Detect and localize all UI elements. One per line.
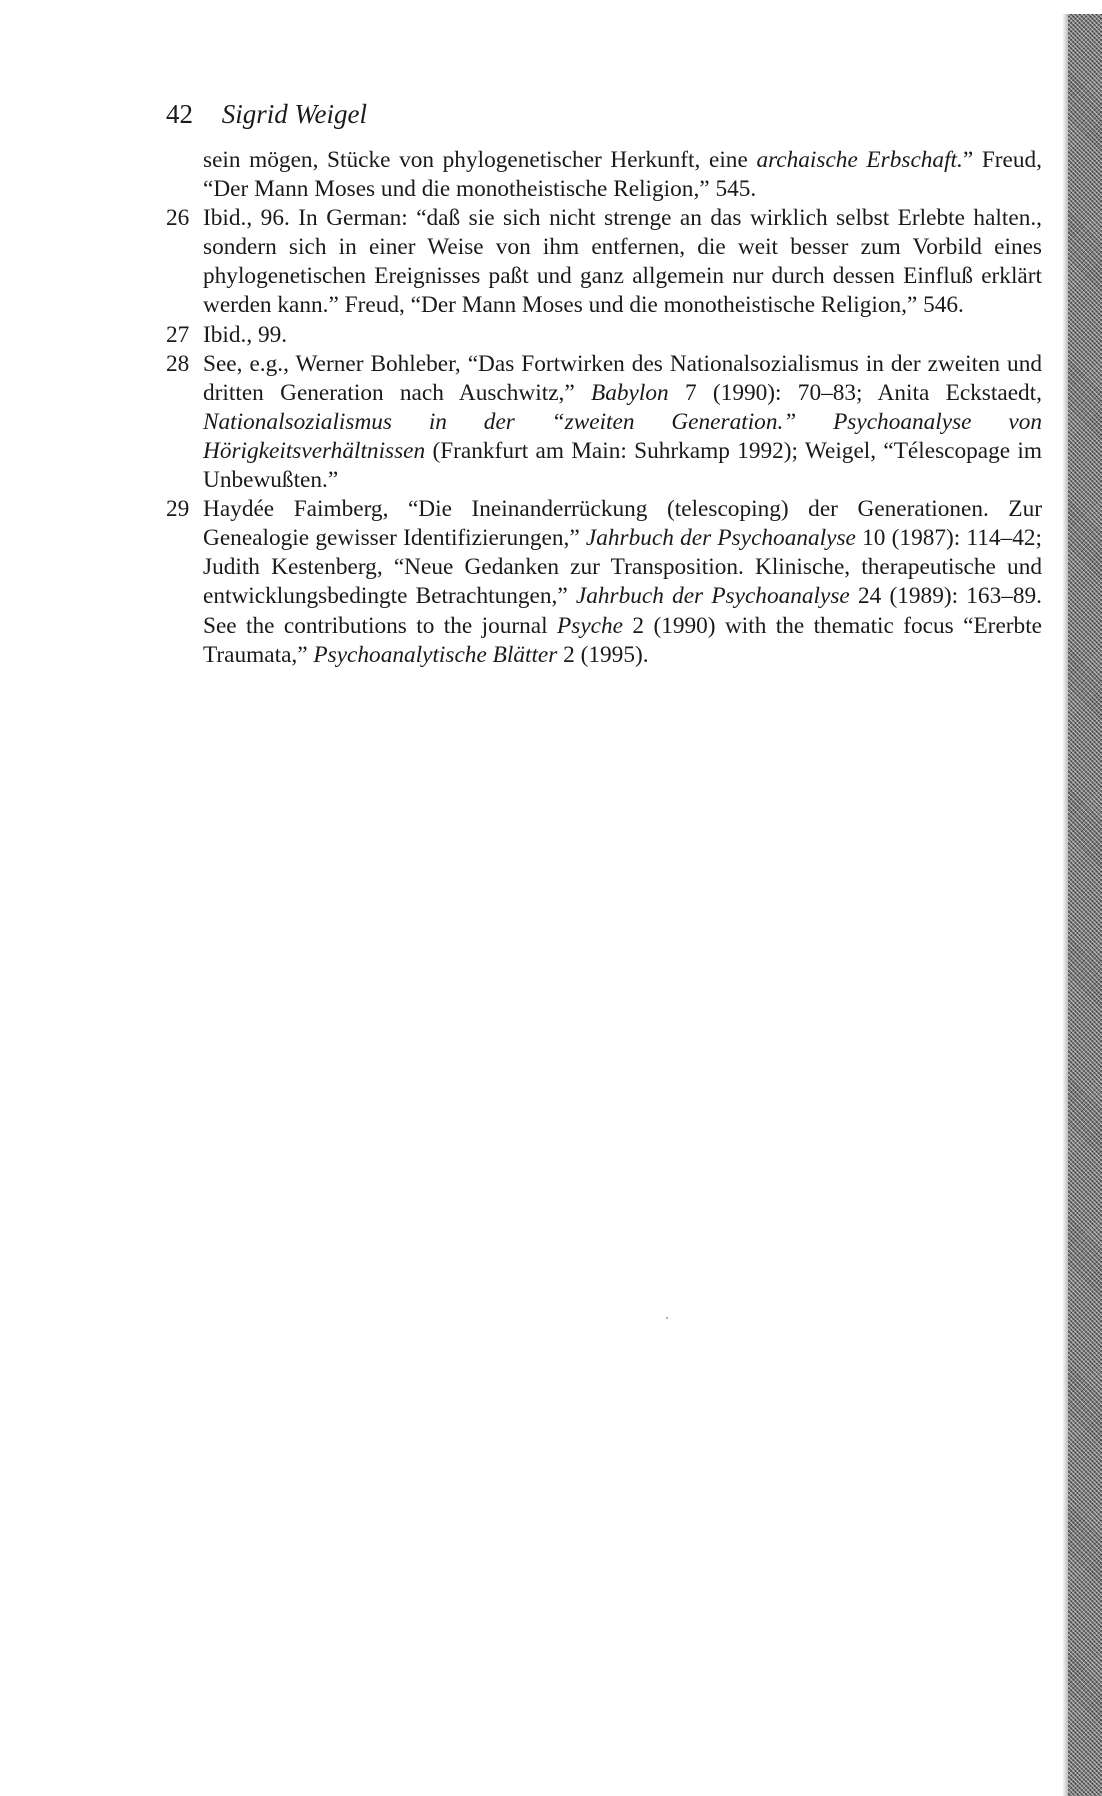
endnote-title-italic: archaische Erbschaft.: [756, 147, 963, 173]
running-header: [166, 98, 367, 130]
running-head-author: Sigrid Weigel: [221, 99, 367, 129]
endnote-text: ” Freud, “Der Mann Moses und die monotheistische Religion,” 545.: [203, 147, 1043, 203]
endnote-title-italic: Babylon: [591, 379, 669, 406]
endnote-text: 24 (1989): 163–89. See the contributions to the journal: [203, 583, 1042, 639]
endnote-text: sein mögen, Stücke von phylogenetischer Herkunft, eine: [203, 147, 757, 173]
endnote-text: (Frankfurt am Main: Suhrkamp 1992); Weigel, “Télescopage im Unbewußten.”: [203, 437, 1042, 494]
endnote-text: 10 (1987): 114–42; Judith Kestenberg, “Neue Gedanken zur Transposition. Klinische, therapeutische und entwicklungsbedingte Betrachtungen,”: [203, 525, 1042, 610]
endnote-text: 2 (1995).: [557, 641, 649, 668]
endnote-text: 2 (1990) with the thematic focus “Ererbte Traumata,”: [203, 612, 1043, 668]
endnote: [166, 321, 1042, 350]
endnote: [166, 146, 1042, 204]
endnote-text: Haydée Faimberg, “Die Ineinanderrückung (telescoping) der Generationen. Zur Genealogie gewisser Identifizierungen,”: [203, 496, 1042, 552]
endnote-title-italic: Jahrbuch der Psychoanalyse: [585, 525, 856, 552]
endnotes: [166, 146, 1042, 670]
endnote-text: Ibid., 96. In German: “daß sie sich nicht strenge an das wirklich selbst Erlebte halten., sondern sich in einer Weise von ihm entfernen, die weit besser zum Vorbild eines phylogenetischen Ereignisses paßt und ganz allgemein nur durch dessen Einfluß erklärt werden kann.” Freud, “Der Mann Moses und die monotheistische Religion,” 546.: [203, 205, 1042, 319]
endnote: [166, 350, 1042, 495]
endnote-number: 26: [166, 205, 190, 232]
endnote-number: 28: [166, 350, 190, 377]
endnote-text: See, e.g., Werner Bohleber, “Das Fortwirken des Nationalsozialismus in der zweiten und dritten Generation nach Auschwitz,”: [203, 350, 1042, 406]
endnote: [166, 495, 1042, 670]
endnote-title-italic: Psyche: [557, 612, 623, 639]
page-number: 42: [166, 99, 193, 129]
endnote-title-italic: Psychoanalytische Blätter: [313, 641, 558, 668]
endnote: [166, 204, 1042, 320]
endnote-title-italic: Nationalsozialismus in der “zweiten Generation.” Psychoanalyse von Hörigkeitsverhältnissen: [203, 408, 1042, 464]
endnote-title-italic: Jahrbuch der Psychoanalyse: [575, 583, 850, 610]
scanned-page-edge: [1068, 14, 1102, 1796]
endnote-text: Ibid., 99.: [203, 321, 288, 348]
endnote-number: 27: [166, 321, 190, 348]
endnote-number: 29: [166, 496, 190, 523]
endnote-text: 7 (1990): 70–83; Anita Eckstaedt,: [668, 379, 1042, 406]
scan-speck: [666, 1317, 668, 1319]
